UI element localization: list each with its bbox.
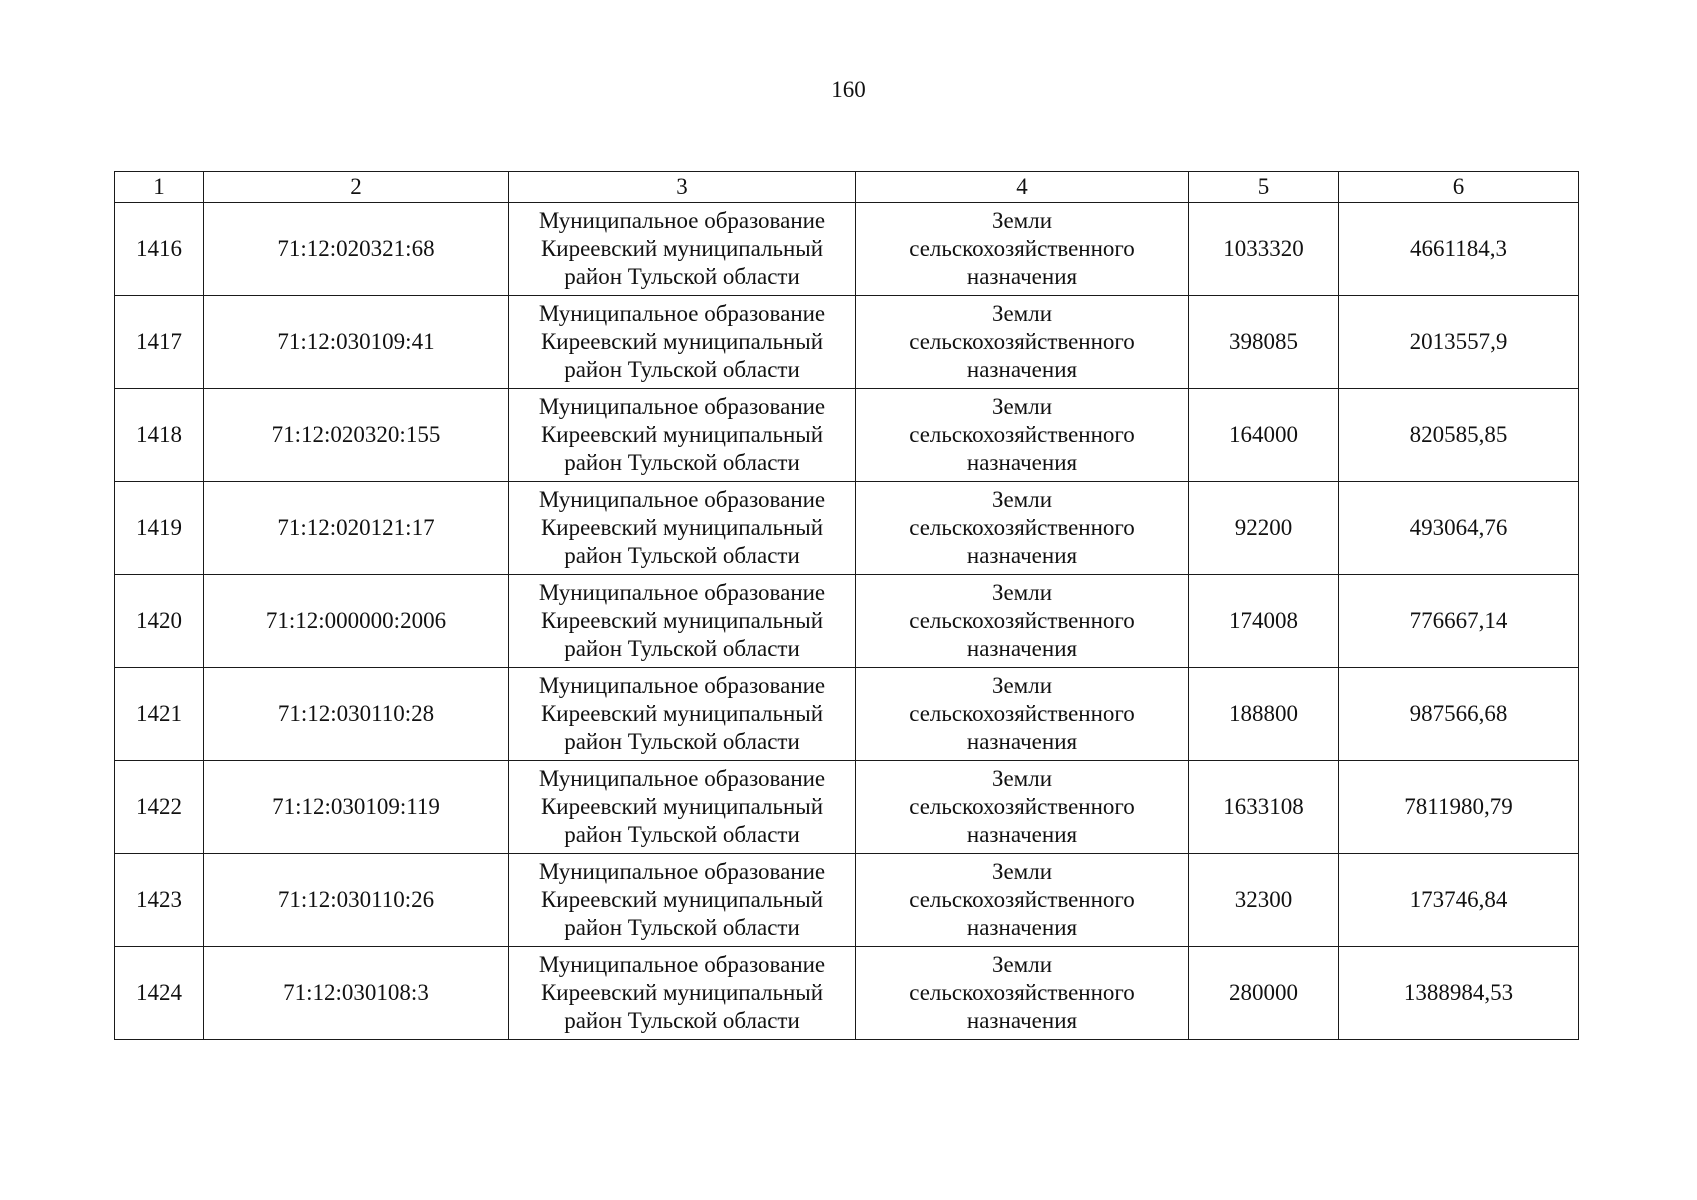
cadastral-number-cell: 71:12:030109:119 — [204, 761, 509, 854]
table-header — [115, 172, 1579, 203]
area-cell: 1633108 — [1189, 761, 1339, 854]
column-header-2: 2 — [204, 172, 509, 203]
column-header-1: 1 — [115, 172, 204, 203]
area-cell: 1033320 — [1189, 203, 1339, 296]
row-number-cell: 1419 — [115, 482, 204, 575]
category-line: назначения — [966, 357, 1078, 382]
cadastral-number-cell: 71:12:020121:17 — [204, 482, 509, 575]
category-line: сельскохозяйственного — [909, 887, 1135, 912]
owner-line: район Тульской области — [564, 915, 800, 940]
category-line: сельскохозяйственного — [909, 794, 1135, 819]
land-category-cell — [856, 575, 1189, 668]
cadastral-number-cell: 71:12:000000:2006 — [204, 575, 509, 668]
row-number-cell: 1417 — [115, 296, 204, 389]
owner-line: район Тульской области — [564, 357, 800, 382]
value-cell: 1388984,53 — [1339, 947, 1579, 1040]
category-line: Земли — [991, 301, 1053, 326]
category-line: Земли — [991, 952, 1053, 977]
row-number-cell: 1423 — [115, 854, 204, 947]
area-cell: 92200 — [1189, 482, 1339, 575]
category-line: Земли — [991, 766, 1053, 791]
owner-line: район Тульской области — [564, 1008, 800, 1033]
owner-line: район Тульской области — [564, 543, 800, 568]
category-line: сельскохозяйственного — [909, 608, 1135, 633]
owner-line: Киреевский муниципальный — [540, 794, 824, 819]
owner-line: Муниципальное образование — [538, 859, 826, 884]
owner-cell — [509, 947, 856, 1040]
owner-line: Муниципальное образование — [538, 766, 826, 791]
table-body — [115, 203, 1579, 1040]
category-line: сельскохозяйственного — [909, 701, 1135, 726]
owner-line: район Тульской области — [564, 450, 800, 475]
column-header-4: 4 — [856, 172, 1189, 203]
table-row — [115, 668, 1579, 761]
category-line: Земли — [991, 859, 1053, 884]
category-line: назначения — [966, 729, 1078, 754]
owner-line: Киреевский муниципальный — [540, 422, 824, 447]
land-category-cell — [856, 761, 1189, 854]
cadastral-number-cell: 71:12:030110:26 — [204, 854, 509, 947]
owner-cell — [509, 296, 856, 389]
owner-cell — [509, 761, 856, 854]
row-number-cell: 1418 — [115, 389, 204, 482]
category-line: назначения — [966, 636, 1078, 661]
table-row — [115, 947, 1579, 1040]
category-line: назначения — [966, 450, 1078, 475]
land-category-cell — [856, 203, 1189, 296]
category-line: Земли — [991, 487, 1053, 512]
category-line: сельскохозяйственного — [909, 980, 1135, 1005]
value-cell: 493064,76 — [1339, 482, 1579, 575]
owner-line: Муниципальное образование — [538, 580, 826, 605]
land-category-cell — [856, 389, 1189, 482]
header-row — [115, 172, 1579, 203]
category-line: Земли — [991, 673, 1053, 698]
row-number-cell: 1424 — [115, 947, 204, 1040]
land-registry-table — [114, 171, 1579, 1040]
owner-line: Муниципальное образование — [538, 208, 826, 233]
land-category-cell — [856, 854, 1189, 947]
owner-cell — [509, 389, 856, 482]
table-row — [115, 575, 1579, 668]
cadastral-number-cell: 71:12:030110:28 — [204, 668, 509, 761]
value-cell: 820585,85 — [1339, 389, 1579, 482]
owner-line: Киреевский муниципальный — [540, 980, 824, 1005]
value-cell: 4661184,3 — [1339, 203, 1579, 296]
category-line: назначения — [966, 1008, 1078, 1033]
category-line: Земли — [991, 580, 1053, 605]
category-line: назначения — [966, 822, 1078, 847]
owner-line: Киреевский муниципальный — [540, 887, 824, 912]
owner-line: Муниципальное образование — [538, 673, 826, 698]
owner-line: Киреевский муниципальный — [540, 515, 824, 540]
table-row — [115, 761, 1579, 854]
owner-line: район Тульской области — [564, 264, 800, 289]
owner-cell — [509, 575, 856, 668]
category-line: назначения — [966, 264, 1078, 289]
area-cell: 32300 — [1189, 854, 1339, 947]
owner-line: Киреевский муниципальный — [540, 701, 824, 726]
land-category-cell — [856, 296, 1189, 389]
table-row — [115, 389, 1579, 482]
value-cell: 776667,14 — [1339, 575, 1579, 668]
table-row — [115, 296, 1579, 389]
category-line: сельскохозяйственного — [909, 236, 1135, 261]
owner-line: район Тульской области — [564, 729, 800, 754]
value-cell: 173746,84 — [1339, 854, 1579, 947]
owner-cell — [509, 668, 856, 761]
page-number: 160 — [831, 77, 866, 102]
owner-line: Муниципальное образование — [538, 394, 826, 419]
category-line: Земли — [991, 394, 1053, 419]
owner-line: Киреевский муниципальный — [540, 329, 824, 354]
owner-line: Киреевский муниципальный — [540, 608, 824, 633]
category-line: сельскохозяйственного — [909, 422, 1135, 447]
land-category-cell — [856, 482, 1189, 575]
value-cell: 7811980,79 — [1339, 761, 1579, 854]
owner-line: Муниципальное образование — [538, 487, 826, 512]
cadastral-number-cell: 71:12:030109:41 — [204, 296, 509, 389]
category-line: Земли — [991, 208, 1053, 233]
table-row — [115, 482, 1579, 575]
row-number-cell: 1416 — [115, 203, 204, 296]
owner-line: район Тульской области — [564, 822, 800, 847]
row-number-cell: 1421 — [115, 668, 204, 761]
area-cell: 164000 — [1189, 389, 1339, 482]
row-number-cell: 1420 — [115, 575, 204, 668]
owner-line: Муниципальное образование — [538, 952, 826, 977]
owner-line: Киреевский муниципальный — [540, 236, 824, 261]
owner-cell — [509, 203, 856, 296]
owner-cell — [509, 482, 856, 575]
category-line: назначения — [966, 543, 1078, 568]
area-cell: 174008 — [1189, 575, 1339, 668]
cadastral-number-cell: 71:12:030108:3 — [204, 947, 509, 1040]
area-cell: 398085 — [1189, 296, 1339, 389]
owner-cell — [509, 854, 856, 947]
area-cell: 280000 — [1189, 947, 1339, 1040]
category-line: сельскохозяйственного — [909, 515, 1135, 540]
column-header-6: 6 — [1339, 172, 1579, 203]
category-line: сельскохозяйственного — [909, 329, 1135, 354]
value-cell: 2013557,9 — [1339, 296, 1579, 389]
owner-line: Муниципальное образование — [538, 301, 826, 326]
category-line: назначения — [966, 915, 1078, 940]
table-row — [115, 203, 1579, 296]
cadastral-number-cell: 71:12:020321:68 — [204, 203, 509, 296]
land-category-cell — [856, 947, 1189, 1040]
row-number-cell: 1422 — [115, 761, 204, 854]
cadastral-number-cell: 71:12:020320:155 — [204, 389, 509, 482]
area-cell: 188800 — [1189, 668, 1339, 761]
table-row — [115, 854, 1579, 947]
column-header-5: 5 — [1189, 172, 1339, 203]
column-header-3: 3 — [509, 172, 856, 203]
value-cell: 987566,68 — [1339, 668, 1579, 761]
owner-line: район Тульской области — [564, 636, 800, 661]
land-category-cell — [856, 668, 1189, 761]
